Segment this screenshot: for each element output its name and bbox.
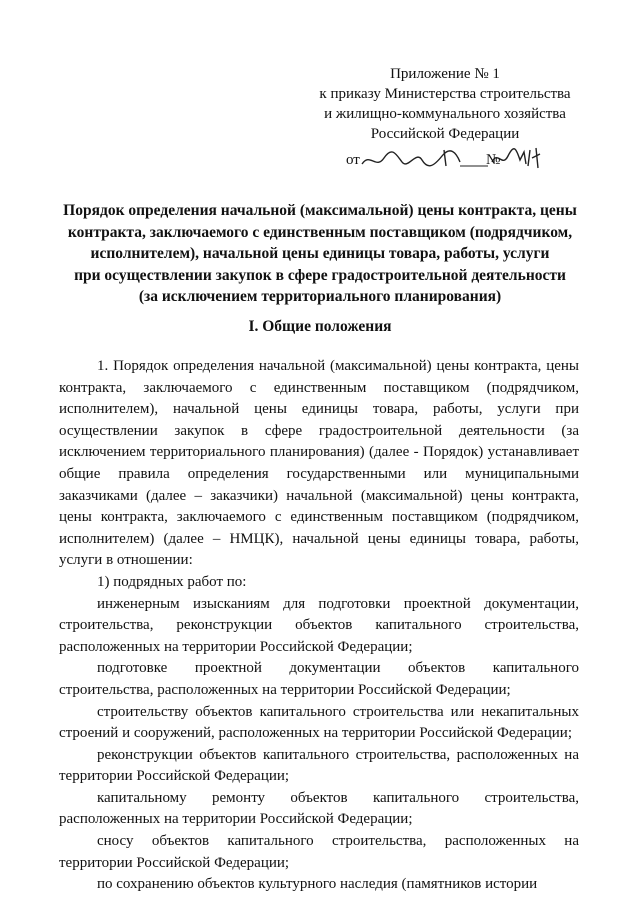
- handwritten-signature: [360, 144, 560, 174]
- paragraph-construction: строительству объектов капитального строительства или некапитальных строений и сооружений, расположенных на территории Российской Федерации;: [59, 703, 579, 742]
- appendix-header: [300, 64, 590, 174]
- section-heading: I. Общие положения: [248, 318, 392, 335]
- appendix-order-line: к приказу Министерства строительства: [319, 86, 571, 102]
- order-date-number: [300, 150, 590, 174]
- paragraph-demolition: сносу объектов капитального строительства, расположенных на территории Российской Федерации;: [59, 833, 579, 871]
- paragraph-heritage: по сохранению объектов культурного наследия (памятников истории: [97, 876, 538, 893]
- appendix-title: Приложение № 1: [390, 66, 500, 82]
- paragraph-project-documentation: подготовке проектной документации объектов капитального строительства, расположенных на территории Российской Федерации;: [59, 660, 579, 698]
- paragraph-subpoint-1: 1) подрядных работ по:: [97, 573, 247, 590]
- number-prefix: №: [486, 152, 501, 168]
- title-line: при осуществлении закупок в сфере градостроительной деятельности: [74, 266, 566, 284]
- paragraph-capital-repair: капитальному ремонту объектов капитального строительства, расположенных на территории Российской Федерации;: [59, 789, 579, 828]
- appendix-ministry-line: и жилищно-коммунального хозяйства: [324, 106, 566, 122]
- date-prefix: от: [346, 152, 360, 168]
- document-body: [59, 356, 579, 896]
- title-line: (за исключением территориального планирования): [138, 288, 502, 305]
- paragraph-reconstruction: реконструкции объектов капитального строительства, расположенных на территории Российской Федерации;: [59, 746, 579, 785]
- paragraph-engineering-surveys: инженерным изысканиям для подготовки проектной документации, строительства, реконструкции объектов капитального строительства, расположенных на территории Российской Федерации;: [59, 595, 579, 655]
- title-line: контракта, заключаемого с единственным поставщиком (подрядчиком,: [67, 223, 573, 241]
- title-line: исполнителем), начальной цены единицы товара, работы, услуги: [90, 245, 550, 262]
- title-line: Порядок определения начальной (максимальной) цены контракта, цены: [63, 202, 577, 219]
- document-title: [44, 200, 596, 308]
- appendix-country-line: Российской Федерации: [370, 126, 520, 142]
- paragraph-1: 1. Порядок определения начальной (максимальной) цены контракта, цены контракта, заключаемого с единственным поставщиком (подрядчиком, исполнителем), начальной цены единицы товара, работы, услуги при осуществлении закупок в сфере градостроительной деятельности (за исключением территориального планирования) (далее - Порядок) устанавливает общие правила определения государственными или муниципальными заказчиками (далее – заказчики) начальной (максимальной) цены контракта, цены контракта, заключаемого с единственным поставщиком (подрядчиком, исполнителем) (далее – НМЦК), начальной цены единицы товара, работы, услуги в отношении:: [59, 358, 579, 569]
